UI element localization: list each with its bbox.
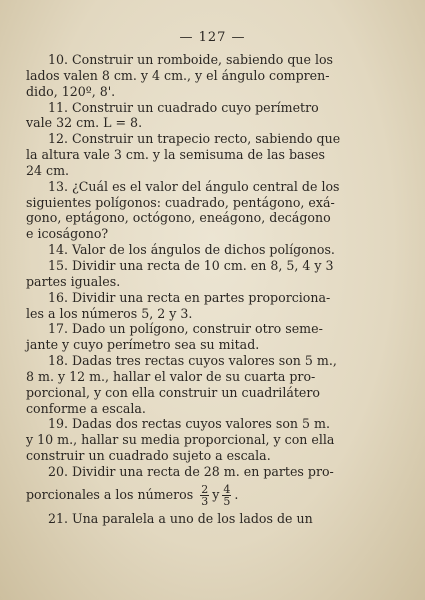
exercise-16 bbox=[26, 290, 390, 322]
exercise-18 bbox=[26, 353, 390, 416]
page-number: — 127 — bbox=[179, 30, 246, 45]
exercise-text-line: construir un cuadrado sujeto a escala. bbox=[26, 448, 271, 464]
exercise-15 bbox=[26, 258, 390, 290]
exercise-21 bbox=[26, 511, 390, 527]
exercise-number: 19. bbox=[48, 416, 69, 432]
fraction-line-prefix: porcionales a los números bbox=[26, 486, 194, 502]
fraction-two-thirds bbox=[200, 484, 209, 507]
exercise-text-line: 24 cm. bbox=[26, 162, 70, 178]
exercise-text-line: y 10 m., hallar su media proporcional, y con ella bbox=[26, 432, 335, 448]
exercise-text-line: Dadas dos rectas cuyos valores son 5 m. bbox=[72, 416, 330, 432]
exercise-10 bbox=[26, 52, 390, 100]
exercise-list bbox=[26, 52, 390, 527]
fraction-numerator: 2 bbox=[201, 482, 209, 496]
exercise-12 bbox=[26, 131, 390, 179]
exercise-text-line: Dividir una recta de 28 m. en partes pro- bbox=[72, 463, 334, 479]
exercise-number: 15. bbox=[48, 257, 69, 273]
exercise-number: 17. bbox=[48, 321, 69, 337]
exercise-text-line: partes iguales. bbox=[26, 273, 121, 289]
exercise-number: 12. bbox=[48, 131, 69, 147]
exercise-number: 18. bbox=[48, 353, 69, 369]
exercise-text-line: gono, eptágono, octógono, eneágono, decágono bbox=[26, 210, 331, 226]
exercise-text-line: dido, 120º, 8'. bbox=[26, 83, 116, 99]
exercise-number: 20. bbox=[48, 463, 69, 479]
fraction-line bbox=[26, 484, 390, 507]
exercise-text-line: ¿Cuál es el valor del ángulo central de los bbox=[72, 178, 340, 194]
fraction-denominator: 3 bbox=[201, 494, 209, 508]
exercise-13 bbox=[26, 179, 390, 242]
exercise-text-line: vale 32 cm. L = 8. bbox=[26, 115, 143, 131]
exercise-20 bbox=[26, 464, 390, 507]
exercise-text-line: Construir un trapecio recto, sabiendo que bbox=[72, 131, 341, 147]
fraction-line-suffix: . bbox=[234, 486, 239, 502]
exercise-text-line: Una paralela a uno de los lados de un bbox=[72, 510, 313, 526]
exercise-number: 11. bbox=[48, 99, 69, 115]
exercise-text-line: Dividir una recta de 10 cm. en 8, 5, 4 y 3 bbox=[72, 257, 334, 273]
exercise-number: 14. bbox=[48, 242, 69, 258]
exercise-text-line: la altura vale 3 cm. y la semisuma de las bases bbox=[26, 147, 325, 163]
fraction-four-fifths bbox=[222, 484, 231, 507]
exercise-text-line: Dividir una recta en partes proporciona- bbox=[72, 289, 331, 305]
exercise-11 bbox=[26, 100, 390, 132]
exercise-text-line: Construir un romboide, sabiendo que los bbox=[72, 52, 334, 67]
exercise-text-line: 8 m. y 12 m., hallar el valor de su cuarta pro- bbox=[26, 368, 316, 384]
exercise-text-line: Dadas tres rectas cuyos valores son 5 m., bbox=[72, 353, 337, 369]
exercise-text-line: Construir un cuadrado cuyo perímetro bbox=[72, 99, 319, 115]
fraction-numerator: 4 bbox=[223, 482, 231, 496]
exercise-text-line: e icoságono? bbox=[26, 226, 109, 242]
exercise-text-line: Dado un polígono, construir otro seme- bbox=[72, 321, 323, 337]
exercise-text-line: porcional, y con ella construir un cuadrilátero bbox=[26, 384, 320, 400]
exercise-text-line: siguientes polígonos: cuadrado, pentágono, exá- bbox=[26, 194, 335, 210]
exercise-text-line: jante y cuyo perímetro sea su mitad. bbox=[26, 337, 260, 353]
exercise-text-line: les a los números 5, 2 y 3. bbox=[26, 305, 193, 321]
exercise-19 bbox=[26, 416, 390, 464]
exercise-number: 10. bbox=[48, 52, 69, 67]
fraction-joiner: y bbox=[212, 486, 220, 502]
exercise-14 bbox=[26, 242, 390, 258]
exercise-number: 13. bbox=[48, 178, 69, 194]
fraction-denominator: 5 bbox=[223, 494, 231, 508]
exercise-17 bbox=[26, 321, 390, 353]
exercise-text-line: conforme a escala. bbox=[26, 400, 146, 416]
exercise-text-line: lados valen 8 cm. y 4 cm., y el ángulo compren- bbox=[26, 67, 330, 83]
exercise-text-line: Valor de los ángulos de dichos polígonos. bbox=[72, 242, 335, 258]
exercise-number: 16. bbox=[48, 289, 69, 305]
exercise-number: 21. bbox=[48, 510, 69, 526]
